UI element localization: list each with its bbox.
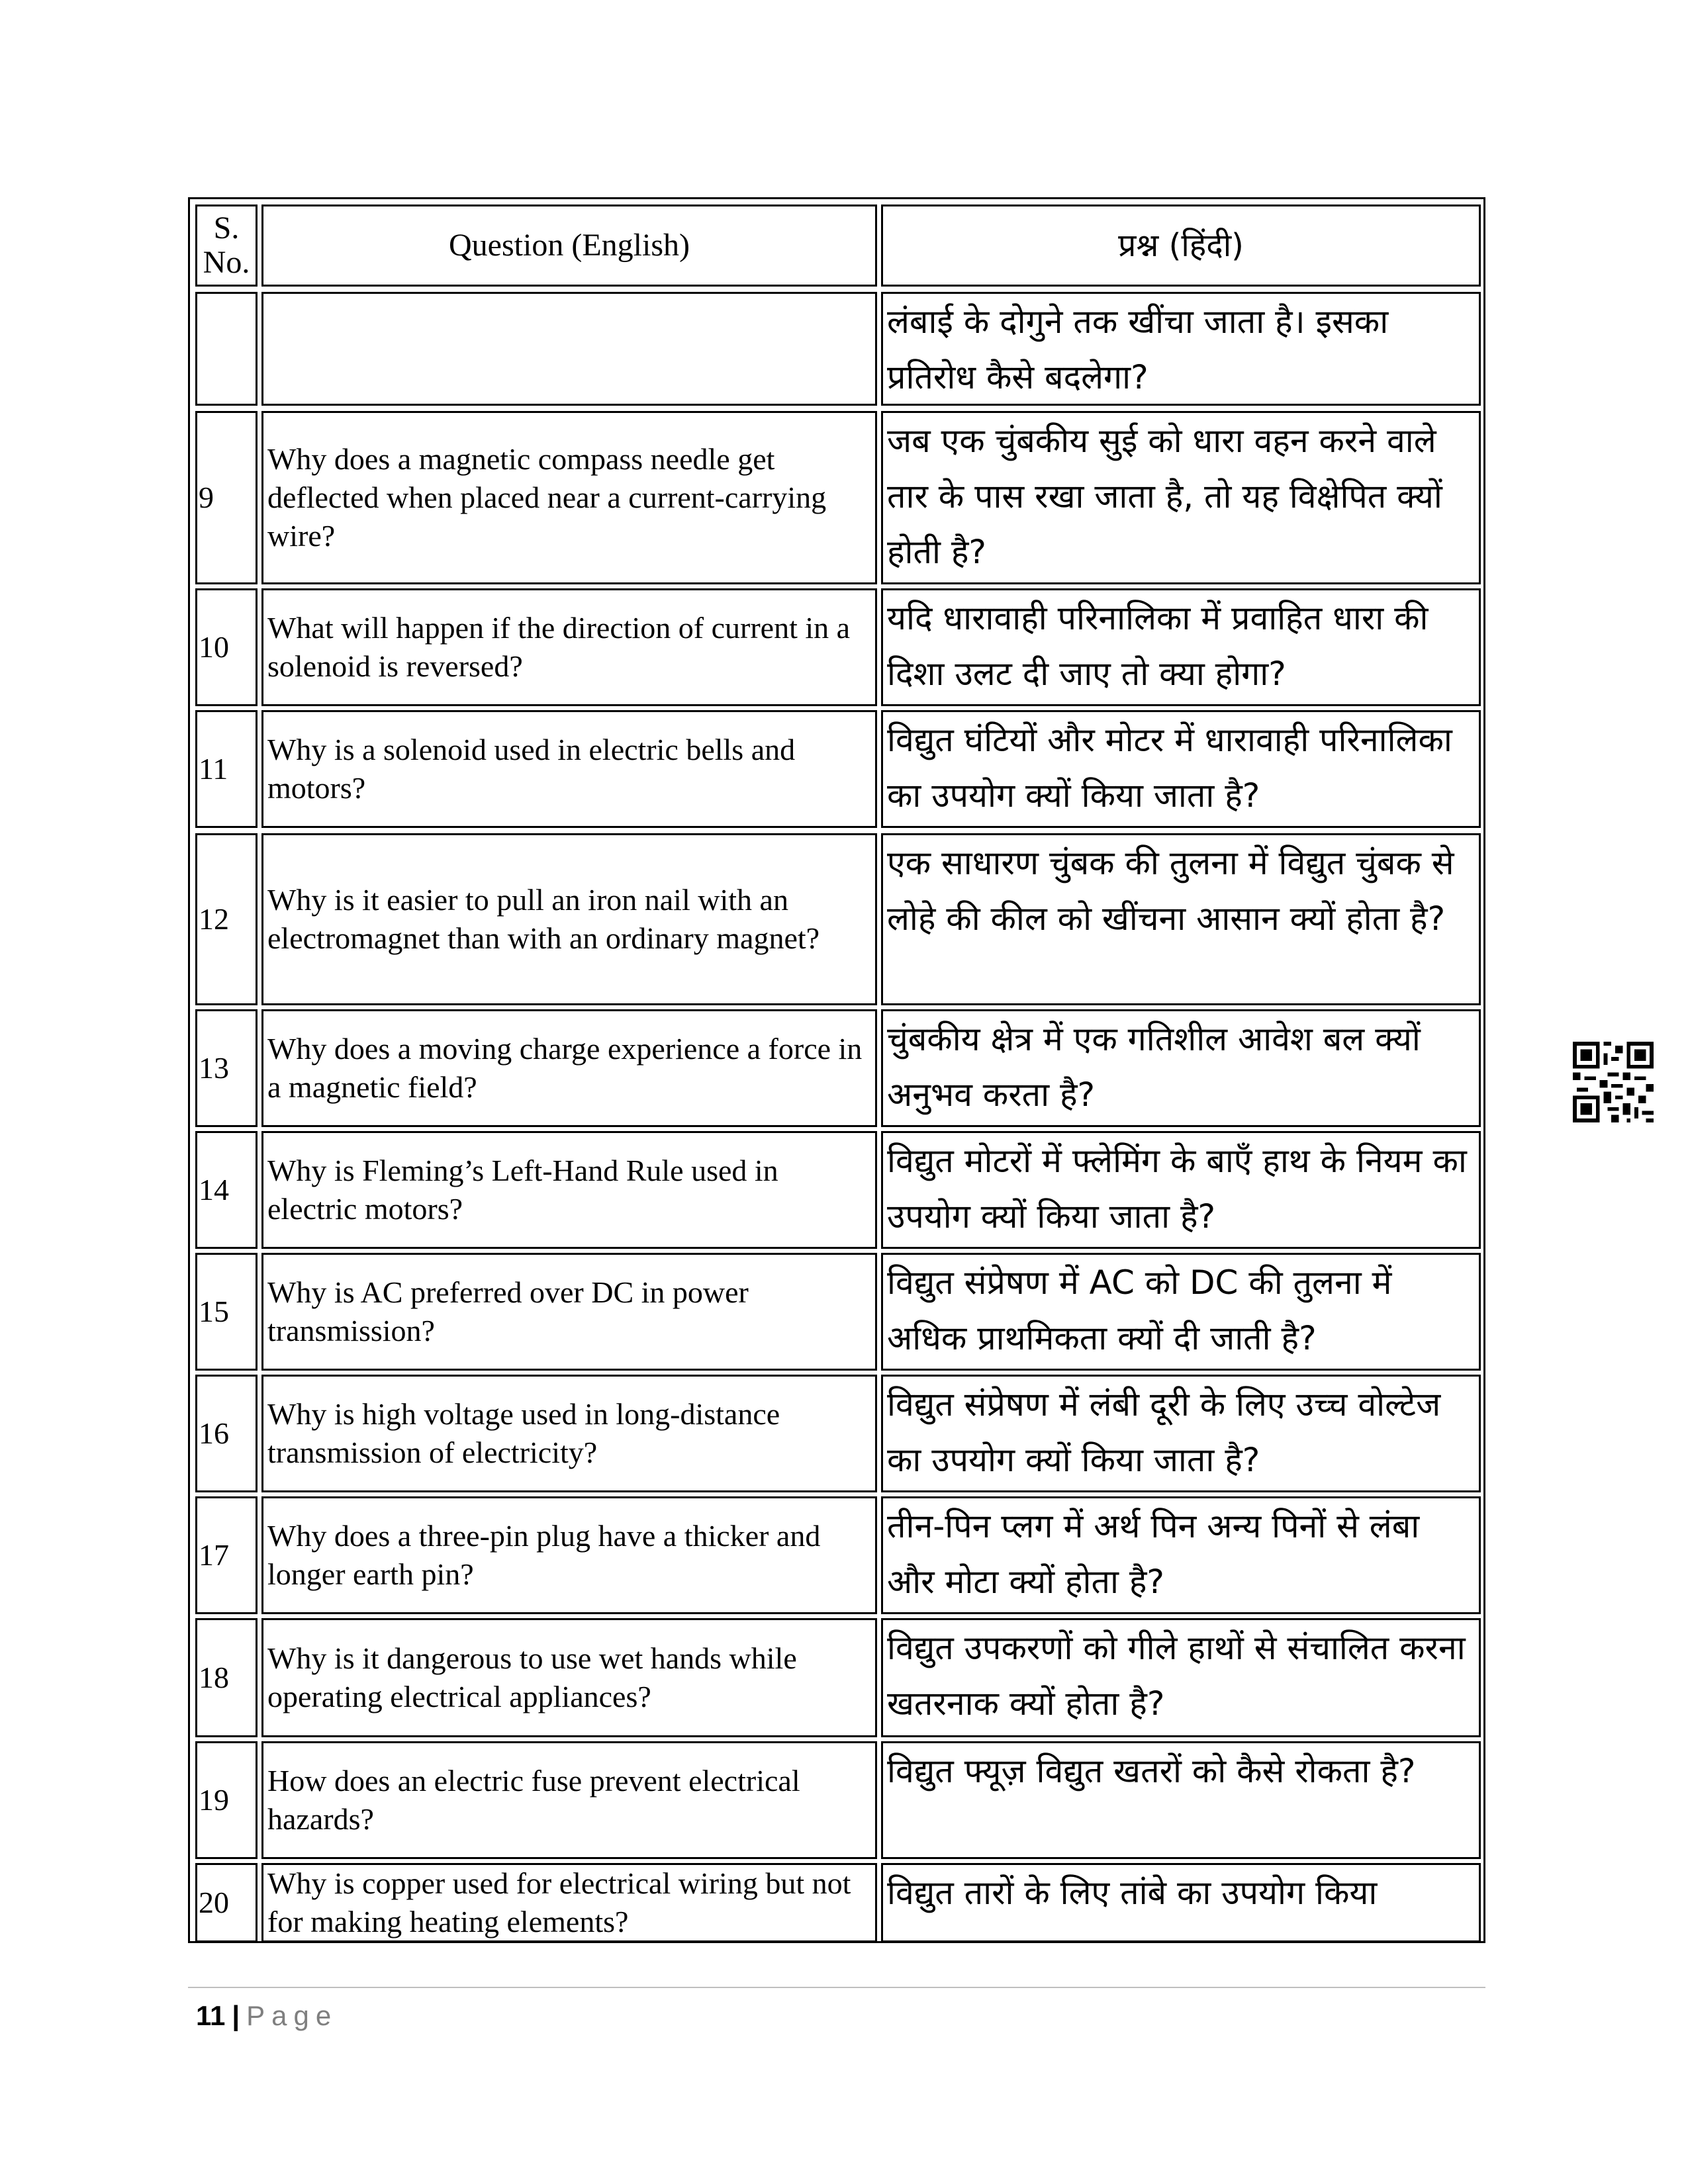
row-sno-text: 15 bbox=[199, 1295, 229, 1328]
row-question-english-text: How does an electric fuse prevent electrical hazards? bbox=[267, 1764, 800, 1836]
row-question-hindi-text: तीन-पिन प्लग में अर्थ पिन अन्य पिनों से लंबा और मोटा क्यों होता है? bbox=[887, 1507, 1420, 1601]
row-sno-text: 10 bbox=[199, 630, 229, 664]
row-question-hindi-text: चुंबकीय क्षेत्र में एक गतिशील आवेश बल क्यों अनुभव करता है? bbox=[887, 1020, 1421, 1114]
footer-divider bbox=[188, 1987, 1485, 1988]
row-question-english bbox=[261, 292, 877, 406]
row-question-english-text: Why does a three-pin plug have a thicker and longer earth pin? bbox=[267, 1519, 821, 1591]
row-sno bbox=[195, 411, 258, 584]
row-question-hindi-text: विद्युत फ्यूज़ विद्युत खतरों को कैसे रोकता है? bbox=[887, 1752, 1416, 1790]
row-question-hindi bbox=[881, 1253, 1481, 1371]
row-sno bbox=[195, 1863, 258, 1942]
row-question-english bbox=[261, 411, 877, 584]
row-question-english-text: Why is a solenoid used in electric bells and motors? bbox=[267, 733, 796, 805]
row-question-hindi-text: यदि धारावाही परिनालिका में प्रवाहित धारा की दिशा उलट दी जाए तो क्या होगा? bbox=[887, 599, 1429, 693]
row-sno bbox=[195, 292, 258, 406]
row-question-hindi bbox=[881, 292, 1481, 406]
row-question-hindi-text: विद्युत उपकरणों को गीले हाथों से संचालित करना खतरनाक क्यों होता है? bbox=[887, 1629, 1466, 1723]
row-sno-text: 9 bbox=[199, 480, 214, 514]
page-label: Page bbox=[246, 2000, 338, 2031]
row-question-english bbox=[261, 588, 877, 706]
row-sno bbox=[195, 1253, 258, 1371]
header-english: Question (English) bbox=[261, 205, 877, 287]
row-question-english-text: Why does a moving charge experience a force in a magnetic field? bbox=[267, 1032, 863, 1104]
page-number: 11 bbox=[196, 2000, 226, 2031]
row-question-hindi bbox=[881, 1863, 1481, 1942]
qr-code-icon bbox=[1573, 1042, 1654, 1122]
row-question-hindi-text: लंबाई के दोगुने तक खींचा जाता है। इसका प्रतिरोध कैसे बदलेगा? bbox=[887, 302, 1389, 396]
page-footer bbox=[196, 1996, 338, 2036]
row-question-english bbox=[261, 710, 877, 828]
row-question-english-text: Why is it easier to pull an iron nail with an electromagnet than with an ordinary magnet? bbox=[267, 883, 820, 955]
row-question-english-text: Why is copper used for electrical wiring but not for making heating elements? bbox=[267, 1866, 851, 1938]
row-question-english bbox=[261, 1496, 877, 1614]
row-question-hindi-text: जब एक चुंबकीय सुई को धारा वहन करने वाले तार के पास रखा जाता है, तो यह विक्षेपित क्यों होती है? bbox=[887, 422, 1442, 571]
row-question-english bbox=[261, 833, 877, 1005]
row-question-english-text: Why is Fleming’s Left-Hand Rule used in electric motors? bbox=[267, 1154, 778, 1226]
row-sno-text: 11 bbox=[199, 752, 228, 786]
row-sno-text: 20 bbox=[199, 1886, 229, 1919]
row-sno-text: 13 bbox=[199, 1051, 229, 1085]
header-hindi: प्रश्न (हिंदी) bbox=[881, 205, 1481, 287]
row-question-english bbox=[261, 1131, 877, 1249]
row-question-hindi bbox=[881, 1375, 1481, 1492]
row-sno bbox=[195, 1618, 258, 1737]
row-question-english-text: Why is it dangerous to use wet hands while operating electrical appliances? bbox=[267, 1641, 797, 1713]
question-table bbox=[188, 197, 1485, 1943]
row-sno bbox=[195, 1009, 258, 1127]
footer-separator: | bbox=[232, 2000, 240, 2031]
row-sno bbox=[195, 1131, 258, 1249]
row-sno bbox=[195, 588, 258, 706]
row-question-english bbox=[261, 1375, 877, 1492]
header-sno: S. No. bbox=[195, 205, 258, 287]
row-question-english-text: Why is high voltage used in long-distance transmission of electricity? bbox=[267, 1397, 780, 1469]
row-question-english bbox=[261, 1741, 877, 1859]
row-question-english-text: Why is AC preferred over DC in power transmission? bbox=[267, 1275, 749, 1347]
row-sno-text: 18 bbox=[199, 1661, 229, 1694]
row-question-english bbox=[261, 1618, 877, 1737]
row-question-hindi-text: एक साधारण चुंबक की तुलना में विद्युत चुंबक से लोहे की कील को खींचना आसान क्यों होता है? bbox=[887, 844, 1454, 938]
row-sno-text: 12 bbox=[199, 902, 229, 936]
row-sno-text: 17 bbox=[199, 1538, 229, 1572]
row-sno-text: 19 bbox=[199, 1783, 229, 1817]
row-question-hindi bbox=[881, 833, 1481, 1005]
row-question-hindi bbox=[881, 1131, 1481, 1249]
row-question-hindi bbox=[881, 588, 1481, 706]
row-question-hindi bbox=[881, 411, 1481, 584]
row-question-english-text: Why does a magnetic compass needle get deflected when placed near a current-carrying wire? bbox=[267, 442, 827, 553]
row-sno-text: 16 bbox=[199, 1416, 229, 1450]
row-sno bbox=[195, 710, 258, 828]
row-question-hindi bbox=[881, 1009, 1481, 1127]
row-question-hindi bbox=[881, 1618, 1481, 1737]
row-sno bbox=[195, 1741, 258, 1859]
row-question-english bbox=[261, 1253, 877, 1371]
row-question-hindi-text: विद्युत संप्रेषण में AC को DC की तुलना में अधिक प्राथमिकता क्यों दी जाती है? bbox=[887, 1263, 1392, 1357]
row-question-hindi bbox=[881, 1496, 1481, 1614]
row-question-hindi-text: विद्युत संप्रेषण में लंबी दूरी के लिए उच्च वोल्टेज का उपयोग क्यों किया जाता है? bbox=[887, 1385, 1441, 1479]
row-question-english bbox=[261, 1009, 877, 1127]
row-sno bbox=[195, 1375, 258, 1492]
row-sno bbox=[195, 833, 258, 1005]
row-question-hindi-text: विद्युत घंटियों और मोटर में धारावाही परिनालिका का उपयोग क्यों किया जाता है? bbox=[887, 721, 1452, 815]
row-sno bbox=[195, 1496, 258, 1614]
row-sno-text: 14 bbox=[199, 1173, 229, 1206]
row-question-hindi bbox=[881, 1741, 1481, 1859]
row-question-english-text: What will happen if the direction of current in a solenoid is reversed? bbox=[267, 611, 851, 683]
row-question-english bbox=[261, 1863, 877, 1942]
row-question-hindi bbox=[881, 710, 1481, 828]
row-question-hindi-text: विद्युत मोटरों में फ्लेमिंग के बाएँ हाथ के नियम का उपयोग क्यों किया जाता है? bbox=[887, 1142, 1467, 1236]
row-question-hindi-text: विद्युत तारों के लिए तांबे का उपयोग किया bbox=[887, 1874, 1378, 1912]
